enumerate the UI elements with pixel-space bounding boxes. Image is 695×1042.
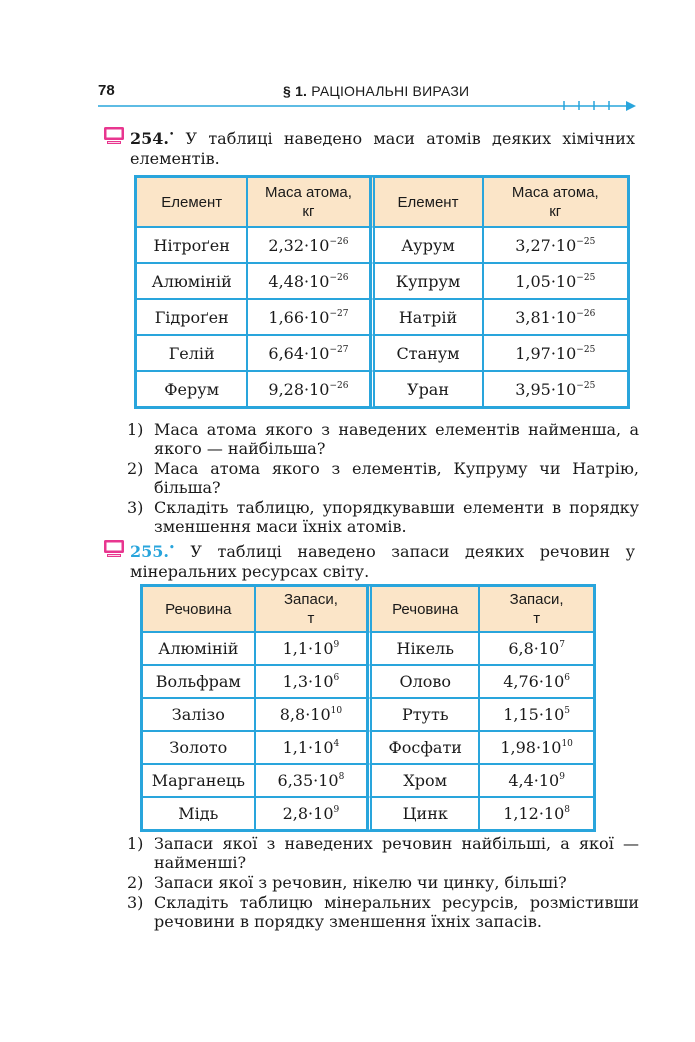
reserve-value: $1,12\cdot 10^8$ [479, 797, 594, 830]
substance-name: Олово [367, 665, 479, 698]
reserve-value: $1,15\cdot 10^5$ [479, 698, 594, 731]
header-arrow-line [98, 98, 638, 112]
atom-mass-table [134, 175, 630, 409]
task-254-text: У таблиці наведено маси атомів деяких хімічних елементів. [130, 129, 635, 168]
list-item: 2) Запаси якої з речовин, нікелю чи цинку, більші? [127, 873, 567, 892]
list-item: 1) Запаси якої з наведених речовин найбільші, а якої — найменші? [127, 834, 639, 872]
reserve-value: $6,35\cdot 10^8$ [255, 764, 368, 797]
header-substance: Речовина [142, 586, 255, 632]
atom-mass: $2,32\cdot 10^{-26}$ [247, 227, 369, 263]
substance-name: Нікель [367, 632, 479, 665]
substance-name: Залізо [142, 698, 255, 731]
substance-name: Марганець [142, 764, 255, 797]
mineral-reserves-table [140, 584, 596, 832]
table-row [136, 263, 628, 299]
table-header-row [136, 177, 628, 227]
computer-icon [103, 126, 125, 146]
header-element: Елемент [370, 177, 483, 227]
table-row [142, 632, 594, 665]
substance-name: Фосфати [367, 731, 479, 764]
reserve-value: $4,4\cdot 10^9$ [479, 764, 594, 797]
atom-mass: $3,27\cdot 10^{-25}$ [483, 227, 628, 263]
substance-name: Цинк [367, 797, 479, 830]
list-item: 1) Маса атома якого з наведених елементів найменша, а якого — найбільша? [127, 420, 639, 458]
element-name: Алюміній [136, 263, 247, 299]
element-name: Купрум [370, 263, 483, 299]
reserve-value: $1,98\cdot 10^{10}$ [479, 731, 594, 764]
substance-name: Мідь [142, 797, 255, 830]
task-255-mark: • [168, 543, 175, 553]
substance-name: Золото [142, 731, 255, 764]
header-element: Елемент [136, 177, 247, 227]
element-name: Аурум [370, 227, 483, 263]
task-255-text: У таблиці наведено запаси деяких речовин у мінеральних ресурсах світу. [130, 542, 636, 581]
substance-name: Ртуть [367, 698, 479, 731]
table-row [142, 731, 594, 764]
list-item: 3) Складіть таблицю, упорядкувавши елементи в порядку зменшення маси їхніх атомів. [127, 498, 639, 536]
section-label: § 1. [283, 83, 308, 99]
atom-mass: $1,97\cdot 10^{-25}$ [483, 335, 628, 371]
header-reserves: Запаси, т [255, 586, 368, 632]
header-reserves: Запаси, т [479, 586, 594, 632]
table-row [136, 371, 628, 407]
section-title [283, 83, 469, 99]
task-255-number: 255. [130, 542, 169, 561]
element-name: Натрій [370, 299, 483, 335]
table-row [142, 698, 594, 731]
reserve-value: $4,76\cdot 10^6$ [479, 665, 594, 698]
task-254-statement [130, 125, 635, 169]
reserve-value: $6,8\cdot 10^7$ [479, 632, 594, 665]
substance-name: Вольфрам [142, 665, 255, 698]
reserve-value: $8,8\cdot 10^{10}$ [255, 698, 368, 731]
list-item: 2) Маса атома якого з елементів, Купруму чи Натрію, більша? [127, 459, 639, 497]
substance-name: Хром [367, 764, 479, 797]
atom-mass: $3,81\cdot 10^{-26}$ [483, 299, 628, 335]
header-substance: Речовина [367, 586, 479, 632]
table-row [136, 227, 628, 263]
task-254-mark: • [168, 130, 175, 140]
computer-icon [103, 539, 125, 559]
section-title-text: РАЦІОНАЛЬНІ ВИРАЗИ [311, 83, 470, 99]
task-255-statement [130, 538, 635, 582]
element-name: Гідроґен [136, 299, 247, 335]
task-254-questions [127, 420, 639, 537]
table-row [136, 335, 628, 371]
table-row [136, 299, 628, 335]
atom-mass: $4,48\cdot 10^{-26}$ [247, 263, 369, 299]
element-name: Нітроґен [136, 227, 247, 263]
header-mass: Маса атома, кг [247, 177, 369, 227]
table-row [142, 764, 594, 797]
atom-mass: $1,66\cdot 10^{-27}$ [247, 299, 369, 335]
element-name: Ферум [136, 371, 247, 407]
reserve-value: $1,1\cdot 10^9$ [255, 632, 368, 665]
atom-mass: $1,05\cdot 10^{-25}$ [483, 263, 628, 299]
table-row [142, 797, 594, 830]
page-header [0, 0, 695, 120]
page-number: 78 [98, 82, 115, 99]
atom-mass: $3,95\cdot 10^{-25}$ [483, 371, 628, 407]
reserve-value: $2,8\cdot 10^9$ [255, 797, 368, 830]
atom-mass: $9,28\cdot 10^{-26}$ [247, 371, 369, 407]
task-255-questions [127, 834, 639, 932]
table-header-row [142, 586, 594, 632]
header-mass: Маса атома, кг [483, 177, 628, 227]
element-name: Гелій [136, 335, 247, 371]
reserve-value: $1,1\cdot 10^4$ [255, 731, 368, 764]
task-254-number: 254. [130, 129, 169, 148]
table-row [142, 665, 594, 698]
substance-name: Алюміній [142, 632, 255, 665]
reserve-value: $1,3\cdot 10^6$ [255, 665, 368, 698]
atom-mass: $6,64\cdot 10^{-27}$ [247, 335, 369, 371]
element-name: Уран [370, 371, 483, 407]
element-name: Станум [370, 335, 483, 371]
list-item: 3) Складіть таблицю мінеральних ресурсів, розмістивши речовини в порядку зменшення їхніх запасів. [127, 893, 639, 931]
